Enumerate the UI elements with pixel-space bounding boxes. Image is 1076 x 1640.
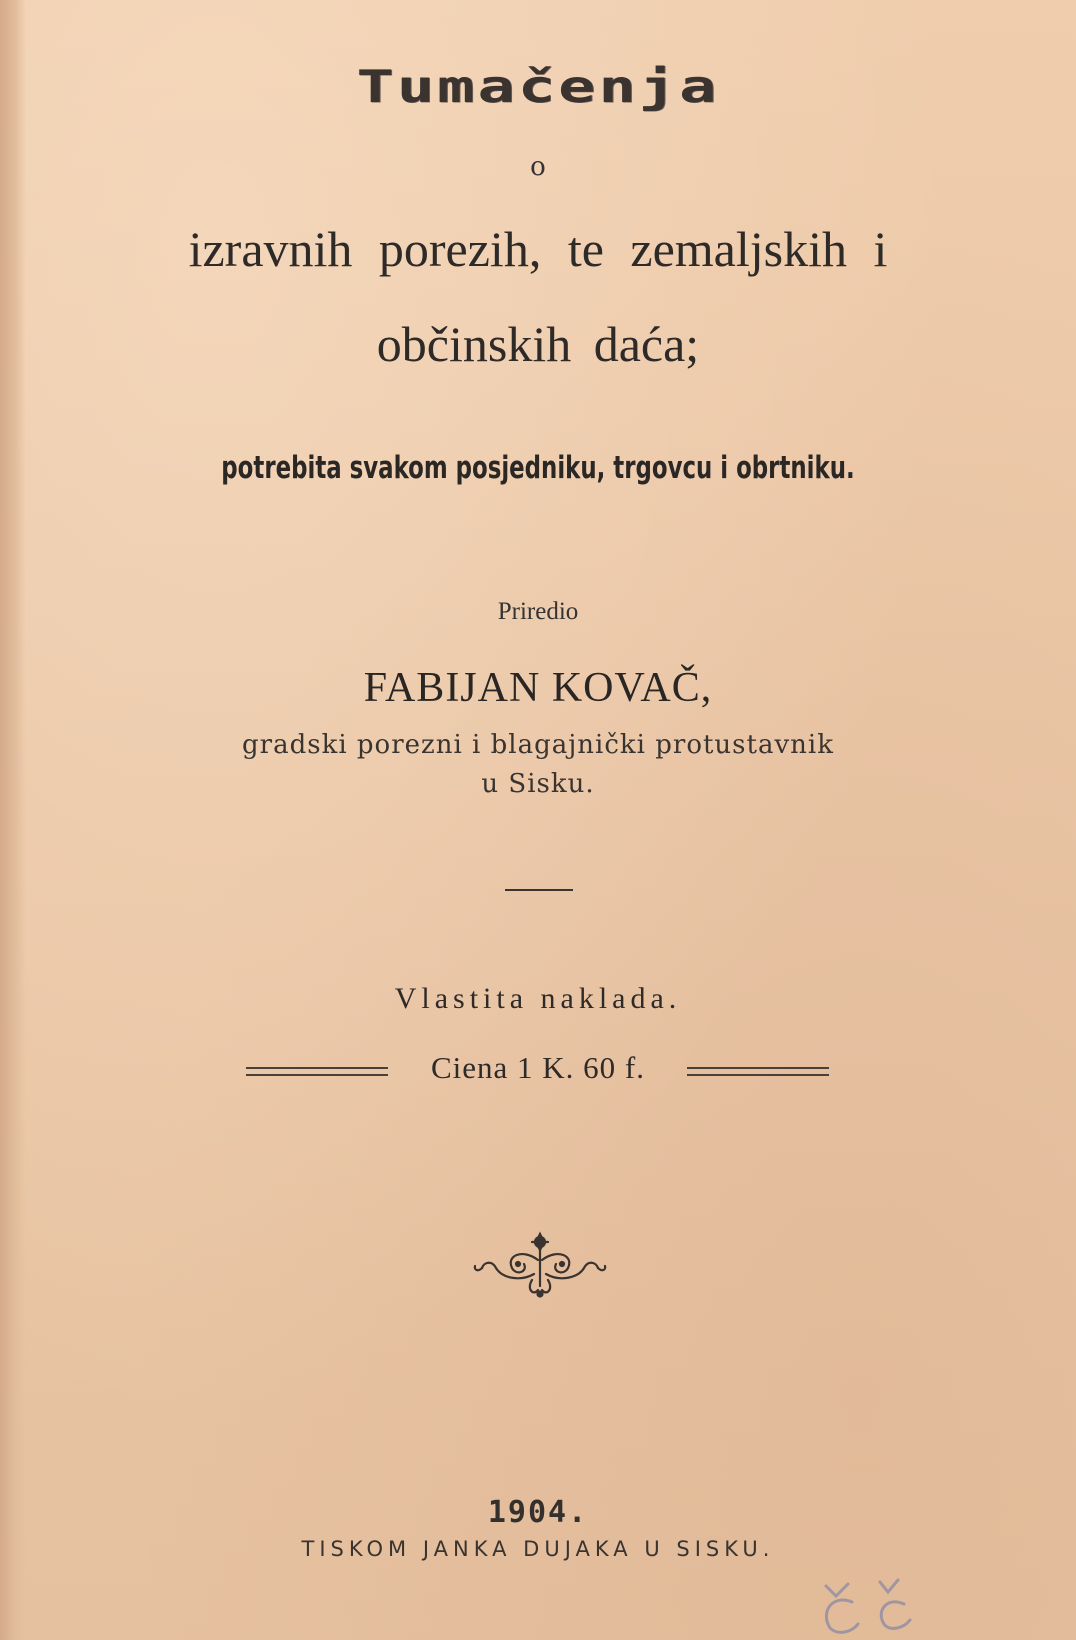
price-row [0,1050,1076,1090]
handwritten-pencil-mark [818,1572,948,1640]
publication-year: 1904. [487,1495,589,1530]
edition-note: Vlastita naklada. [394,982,682,1015]
tagline: potrebita svakom posjedniku, trgovcu i obrtniku. [221,450,855,486]
price: Ciena 1 K. 60 f. [430,1050,646,1085]
author-name: FABIJAN KOVAČ, [363,665,713,711]
author-role-line-2: u Sisku. [481,769,595,799]
author-role-line-1: gradski porezni i blagajnički protustavnik [242,730,834,760]
printer-imprint: TISKOM JANKA DUJAKA U SISKU. [301,1537,775,1561]
subtitle-line-1: izravnih porezih, te zemaljskih i [188,221,888,277]
double-rule-right [687,1067,829,1076]
subtitle-line-2: občinskih daća; [376,316,700,372]
divider-rule [505,889,573,891]
prepared-by-label: Priredio [497,598,579,625]
title-connector: o [530,152,546,182]
floral-vignette-ornament-icon [472,1230,608,1300]
book-title: Tumačenja [356,60,720,113]
